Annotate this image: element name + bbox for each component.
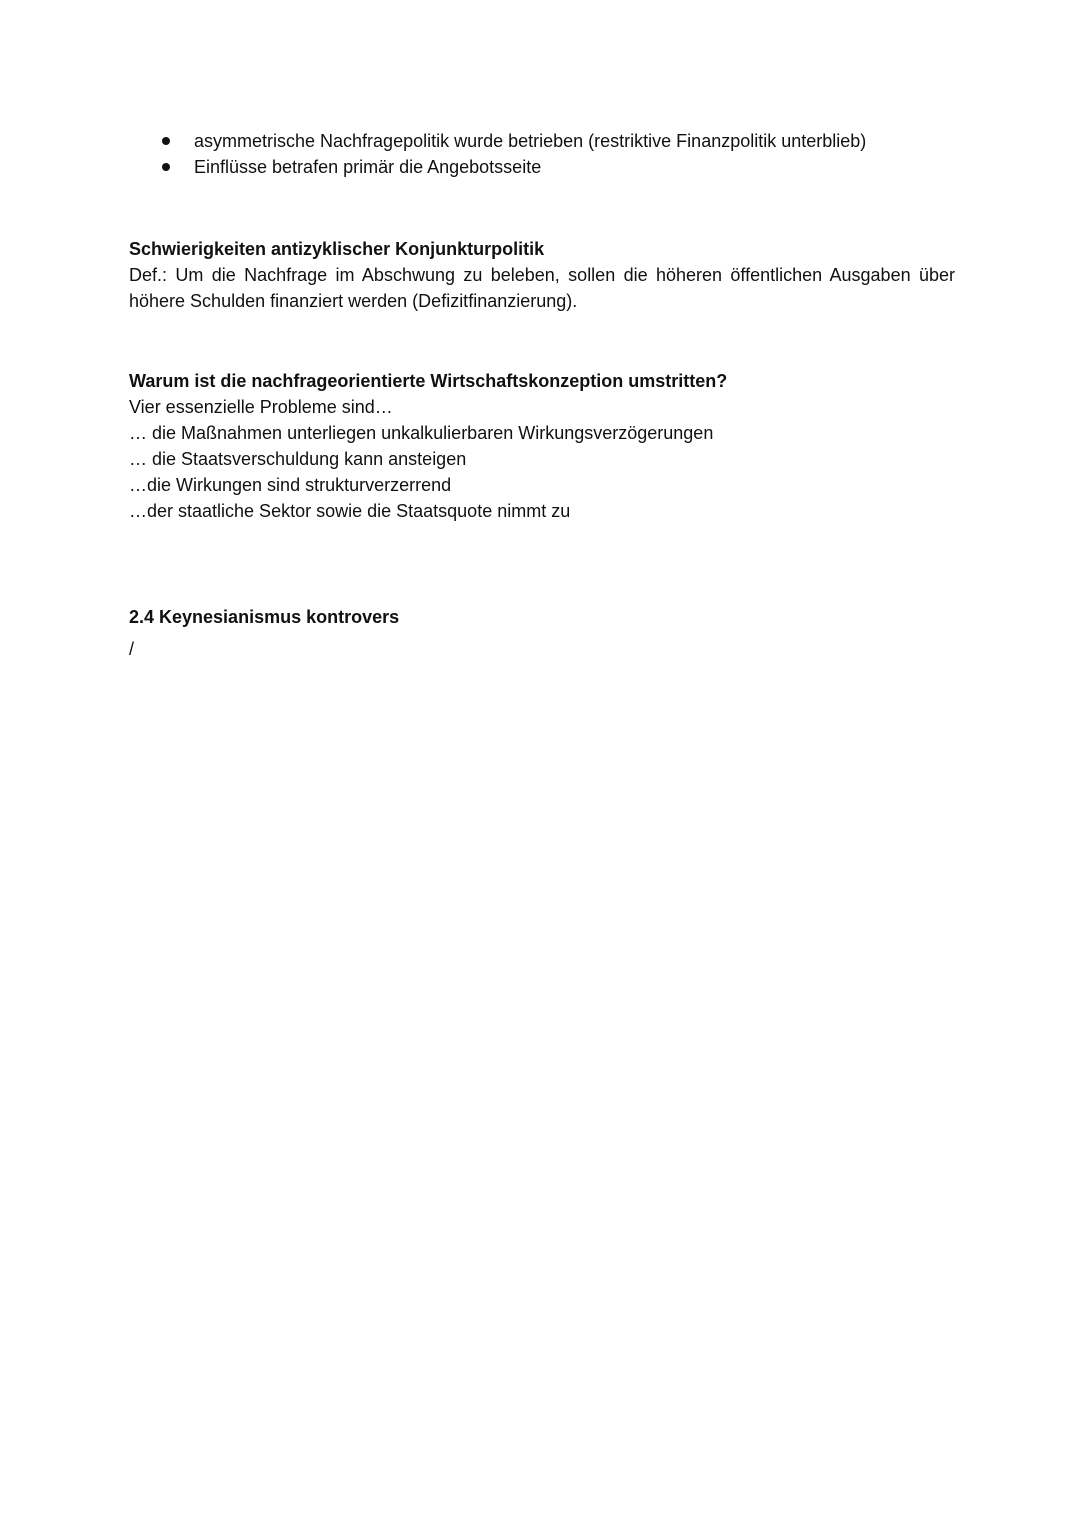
section-body: /: [129, 639, 135, 659]
section-antizyklisch: [129, 236, 955, 314]
problem-line: …die Wirkungen sind strukturverzerrend: [129, 475, 452, 495]
problem-line: …der staatliche Sektor sowie die Staatsquote nimmt zu: [129, 501, 571, 521]
problem-line: … die Maßnahmen unterliegen unkalkulierbaren Wirkungsverzögerungen: [129, 423, 714, 443]
section-umstritten: [129, 368, 955, 524]
section-heading: Schwierigkeiten antizyklischer Konjunkturpolitik: [129, 239, 545, 259]
page-content: [129, 128, 955, 680]
bullet-text: Einflüsse betrafen primär die Angebotsseite: [194, 157, 542, 177]
intro-text: Vier essenzielle Probleme sind…: [129, 397, 393, 417]
bullet-icon: [162, 137, 170, 145]
list-item: [129, 154, 955, 180]
problem-line: … die Staatsverschuldung kann ansteigen: [129, 449, 467, 469]
section-heading: 2.4 Keynesianismus kontrovers: [129, 607, 400, 627]
list-item: [129, 128, 955, 154]
section-keynesianismus: [129, 604, 955, 662]
bullet-list: [129, 128, 955, 180]
bullet-text: asymmetrische Nachfragepolitik wurde betrieben (restriktive Finanzpolitik unterblieb): [194, 131, 867, 151]
definition-text: Def.: Um die Nachfrage im Abschwung zu beleben, sollen die höheren öffentlichen Ausgaben über höhere Schulden finanziert werden (Defizitfinanzierung).: [129, 265, 955, 311]
bullet-icon: [162, 163, 170, 171]
section-heading: Warum ist die nachfrageorientierte Wirtschaftskonzeption umstritten?: [129, 371, 728, 391]
